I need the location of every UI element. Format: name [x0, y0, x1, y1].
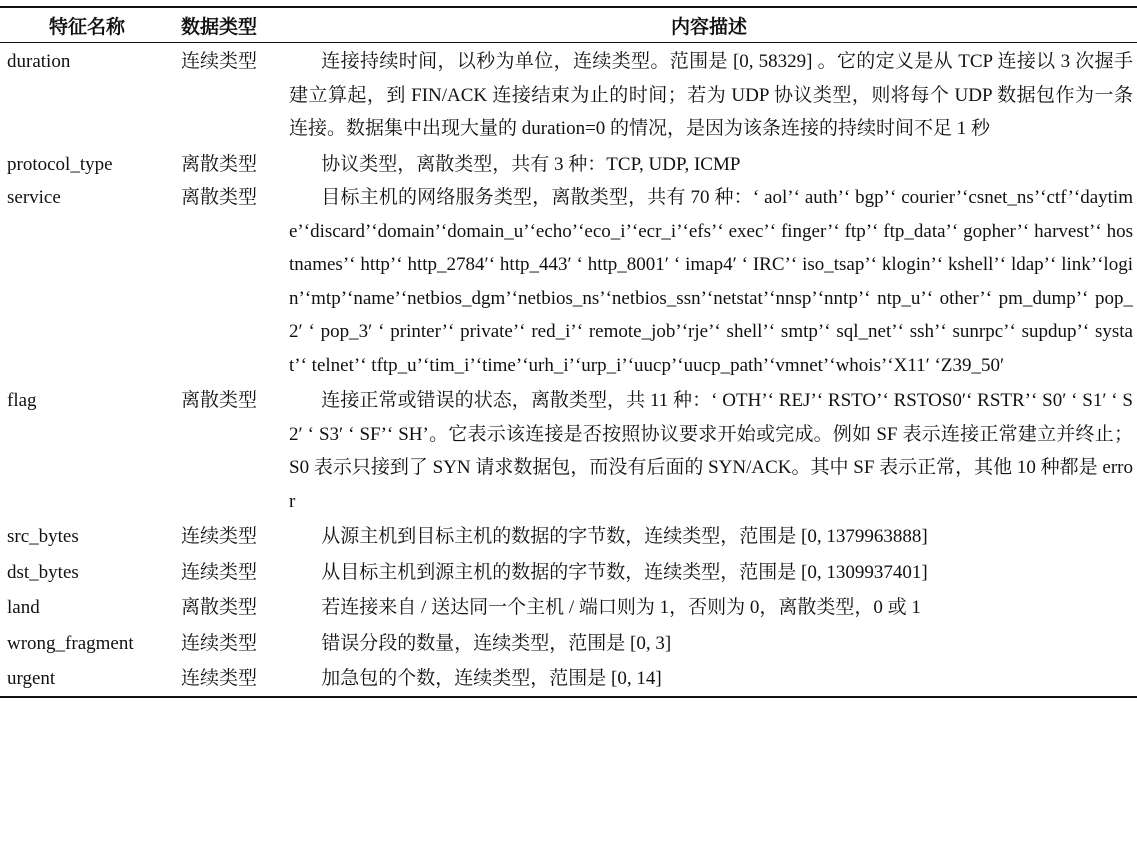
data-type-cell: 离散类型: [181, 390, 258, 411]
header-feature-name: 特征名称: [0, 7, 180, 43]
data-type-cell: 连续类型: [181, 526, 258, 547]
data-type-cell: 离散类型: [181, 597, 258, 618]
feature-name-cell: wrong_fragment: [7, 632, 134, 654]
table-row: [0, 181, 1137, 382]
description-cell: 加急包的个数，连续类型，范围是 [0, 14]: [321, 668, 662, 689]
data-type-cell: 离散类型: [181, 153, 258, 175]
feature-table: [0, 6, 1137, 698]
table-body: [0, 43, 1137, 697]
table-row: [0, 660, 1137, 697]
description-cell: 从源主机到目标主机的数据的字节数，连续类型，范围是 [0, 1379963888]: [321, 526, 928, 547]
header-data-type: 数据类型: [180, 7, 281, 43]
data-type-cell: 连续类型: [181, 668, 258, 689]
table-row: [0, 43, 1137, 146]
data-type-cell: 连续类型: [181, 561, 258, 583]
table-row: [0, 625, 1137, 661]
feature-name-cell: duration: [7, 51, 71, 72]
feature-name-cell: dst_bytes: [7, 561, 79, 583]
description-cell: 若连接来自 / 送达同一个主机 / 端口则为 1，否则为 0，离散类型，0 或 1: [321, 597, 921, 618]
feature-name-cell: land: [7, 597, 40, 618]
data-type-cell: 连续类型: [181, 632, 258, 654]
description-cell: 从目标主机到源主机的数据的字节数，连续类型，范围是 [0, 1309937401]: [321, 561, 928, 583]
header-description: 内容描述: [281, 7, 1137, 43]
table-row: [0, 146, 1137, 182]
description-cell: 连接持续时间，以秒为单位，连续类型。范围是 [0, 58329] 。它的定义是从 TCP 连接以 3 次握手建立算起，到 FIN/ACK 连接结束为止的时间；若为 UDP 协议类型，则将每个 UDP 数据包作为一条连接。数据集中出现大量的 duration=0 的情况，是因为该条连接的持续时间不足 1 秒: [289, 51, 1133, 139]
table-row: [0, 518, 1137, 554]
feature-name-cell: service: [7, 187, 61, 208]
data-type-cell: 离散类型: [181, 187, 258, 208]
table-row: [0, 382, 1137, 518]
feature-name-cell: urgent: [7, 668, 56, 689]
data-type-cell: 连续类型: [181, 51, 258, 72]
feature-name-cell: flag: [7, 390, 37, 411]
table-header: [0, 7, 1137, 43]
description-cell: 协议类型，离散类型，共有 3 种：TCP, UDP, ICMP: [321, 153, 741, 175]
description-cell: 错误分段的数量，连续类型，范围是 [0, 3]: [321, 632, 672, 654]
feature-name-cell: src_bytes: [7, 526, 79, 547]
description-cell: 连接正常或错误的状态，离散类型，共 11 种：‘ OTH’‘ REJ’‘ RSTO’‘ RSTOS0′‘ RSTR’‘ S0′ ‘ S1′ ‘ S2′ ‘ S3′ ‘ SF’‘ SH’。它表示该连接是否按照协议要求开始或完成。例如 SF 表示连接正常建立并终止；S0 表示只接到了 SYN 请求数据包，而没有后面的 SYN/ACK。其中 SF 表示正常，其他 10 种都是 error: [289, 390, 1133, 512]
table-row: [0, 554, 1137, 590]
table-row: [0, 589, 1137, 625]
feature-name-cell: protocol_type: [7, 153, 113, 175]
description-cell: 目标主机的网络服务类型，离散类型，共有 70 种：‘ aol’‘ auth’‘ bgp’‘ courier’‘csnet_ns’‘ctf’‘daytime’‘discard’‘domain’‘domain_u’‘echo’‘eco_i’‘ecr_i’‘efs’‘ exec’‘ finger’‘ ftp’‘ ftp_data’‘ gopher’‘ harvest’‘ hostnames’‘ http’‘ http_2784′‘ http_443′ ‘ http_8001′ ‘ imap4′ ‘ IRC’‘ iso_tsap’‘ klogin’‘ kshell’‘ ldap’‘ link’‘login’‘mtp’‘name’‘netbios_dgm’‘netbios_ns’‘netbios_ssn’‘netstat’‘nnsp’‘nntp’‘ ntp_u’‘ other’‘ pm_dump’‘ pop_2′ ‘ pop_3′ ‘ printer’‘ private’‘ red_i’‘ remote_job’‘rje’‘ shell’‘ smtp’‘ sql_net’‘ ssh’‘ sunrpc’‘ supdup’‘ systat’‘ telnet’‘ tftp_u’‘tim_i’‘time’‘urh_i’‘urp_i’‘uucp’‘uucp_path’‘vmnet’‘whois’‘X11′ ‘Z39_50′: [289, 187, 1133, 376]
header-row: [0, 7, 1137, 43]
